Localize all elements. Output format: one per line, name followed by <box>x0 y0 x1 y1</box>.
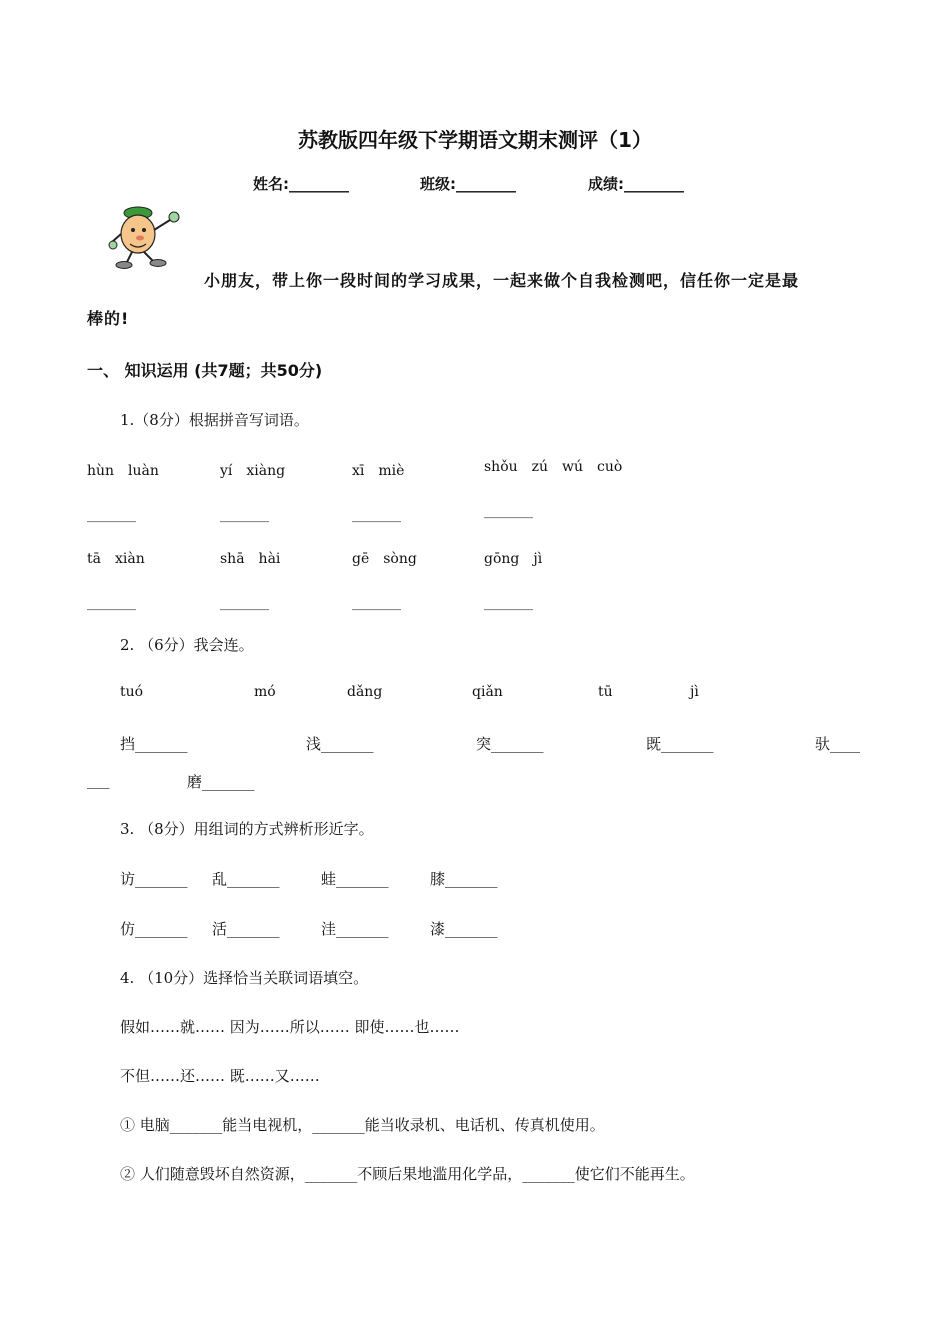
pinyin-item: shā hài <box>220 551 281 567</box>
word-item[interactable]: 乱_______ <box>212 870 280 888</box>
question-1-stem: 1.（8分）根据拼音写词语。 <box>120 411 309 429</box>
fill-sentence-1[interactable]: ① 电脑_______能当电视机，_______能当收录机、电话机、传真机使用。 <box>120 1116 605 1134</box>
intro-line-2: 棒的! <box>87 309 130 328</box>
match-item-wrap: ___ <box>87 771 110 789</box>
match-item[interactable]: 既_______ <box>646 735 714 753</box>
word-item[interactable]: 膝_______ <box>430 870 498 888</box>
pinyin-item: qiǎn <box>472 684 503 700</box>
pinyin-item: yí xiàng <box>220 463 286 479</box>
pinyin-item: gē sòng <box>352 551 417 567</box>
score-field: 成绩:________ <box>588 175 684 193</box>
word-item[interactable]: 访_______ <box>120 870 188 888</box>
intro-line-1: 小朋友，带上你一段时间的学习成果，一起来做个自我检测吧，信任你一定是最 <box>204 271 800 290</box>
pinyin-item: shǒu zú wú cuò <box>484 459 623 475</box>
mascot-illustration <box>108 204 190 270</box>
pinyin-item: tā xiàn <box>87 551 145 567</box>
question-3-stem: 3. （8分）用组词的方式辨析形近字。 <box>120 820 374 838</box>
match-item[interactable]: 突_______ <box>476 735 544 753</box>
answer-blank[interactable]: _______ <box>352 595 401 611</box>
pinyin-item: mó <box>254 684 276 700</box>
question-2-stem: 2. （6分）我会连。 <box>120 636 254 654</box>
match-item[interactable]: 挡_______ <box>120 735 188 753</box>
answer-blank[interactable]: _______ <box>220 595 269 611</box>
question-4-stem: 4. （10分）选择恰当关联词语填空。 <box>120 969 369 987</box>
fill-sentence-2[interactable]: ② 人们随意毁坏自然资源，_______不顾后果地滥用化学品，_______使它们不能再生。 <box>120 1165 695 1183</box>
answer-blank[interactable]: _______ <box>87 595 136 611</box>
word-item[interactable]: 蛙_______ <box>321 870 389 888</box>
word-item[interactable]: 漆_______ <box>430 920 498 938</box>
pinyin-item: dǎng <box>347 684 383 700</box>
match-item[interactable]: 驮____ <box>815 735 861 753</box>
page-title: 苏教版四年级下学期语文期末测评（1） <box>298 128 652 152</box>
answer-blank[interactable]: _______ <box>87 507 136 523</box>
word-item[interactable]: 洼_______ <box>321 920 389 938</box>
match-item[interactable]: 磨_______ <box>187 773 255 791</box>
section-heading: 一、 知识运用 (共7题；共50分) <box>87 361 323 380</box>
conjunction-options: 假如……就…… 因为……所以…… 即使……也…… <box>120 1018 460 1036</box>
answer-blank[interactable]: _______ <box>484 503 533 519</box>
pinyin-item: xī miè <box>352 463 405 479</box>
answer-blank[interactable]: _______ <box>220 507 269 523</box>
name-field: 姓名:________ <box>253 175 349 193</box>
pinyin-item: tū <box>598 684 613 700</box>
pinyin-item: gōng jì <box>484 551 543 567</box>
word-item[interactable]: 仿_______ <box>120 920 188 938</box>
word-item[interactable]: 活_______ <box>212 920 280 938</box>
answer-blank[interactable]: _______ <box>484 595 533 611</box>
class-field: 班级:________ <box>420 175 516 193</box>
pinyin-item: hùn luàn <box>87 463 159 479</box>
answer-blank[interactable]: _______ <box>352 507 401 523</box>
pinyin-item: tuó <box>120 684 144 700</box>
pinyin-item: jì <box>690 684 699 700</box>
match-item[interactable]: 浅_______ <box>306 735 374 753</box>
conjunction-options: 不但……还…… 既……又…… <box>120 1067 320 1085</box>
